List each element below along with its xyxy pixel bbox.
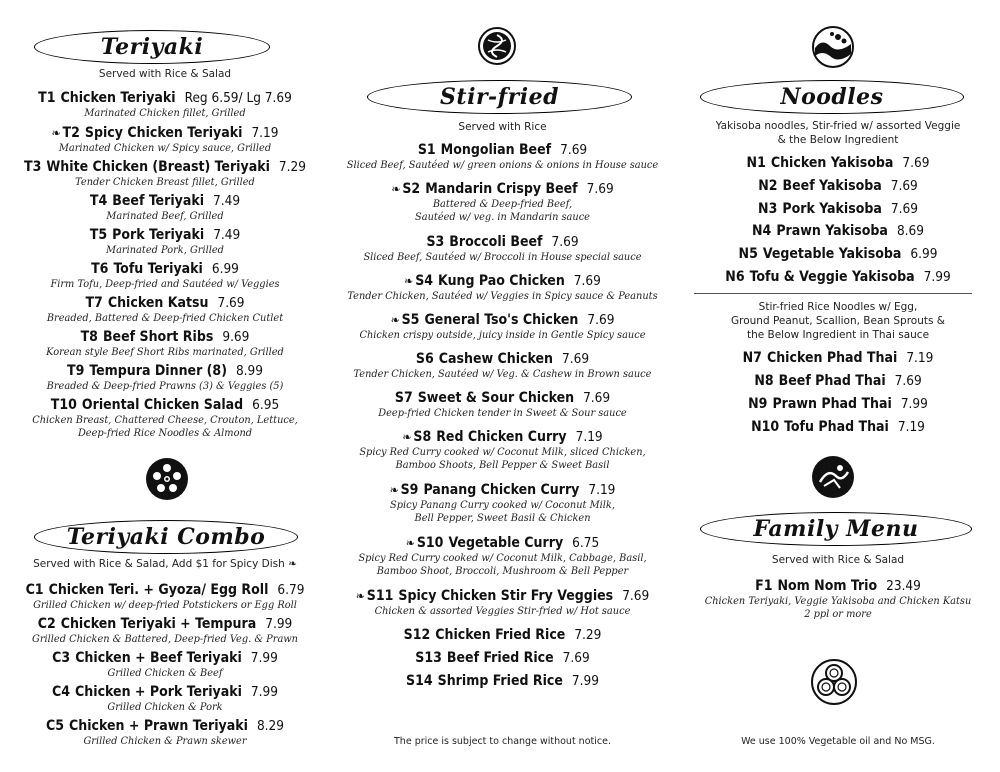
item-name: Red Chicken Curry bbox=[436, 429, 567, 445]
chili-pepper-icon: ❧ bbox=[390, 313, 400, 327]
menu-item-n2 bbox=[676, 177, 1000, 195]
item-name: Chicken + Prawn Teriyaki bbox=[69, 718, 248, 734]
item-price: 7.69 bbox=[622, 588, 650, 604]
menu-item-title bbox=[335, 272, 670, 290]
menu-item-t2 bbox=[0, 124, 330, 155]
menu-item-t4 bbox=[0, 192, 330, 223]
menu-item-title bbox=[0, 683, 330, 701]
item-price: 7.69 bbox=[217, 295, 245, 311]
item-code: T8 bbox=[80, 329, 98, 345]
item-name: Mongolian Beef bbox=[440, 142, 552, 158]
menu-item-s14 bbox=[335, 672, 670, 690]
item-code: S11 bbox=[366, 588, 394, 604]
item-code: S4 bbox=[415, 273, 434, 289]
noodles-subtitle-1: Yakisoba noodles, Stir-fried w/ assorted Veggie bbox=[715, 120, 961, 132]
item-name: Tempura Dinner (8) bbox=[89, 363, 227, 379]
item-price: 7.69 bbox=[890, 178, 918, 194]
item-name: Tofu Teriyaki bbox=[113, 261, 203, 277]
menu-item-s2 bbox=[335, 180, 670, 224]
item-description: Tender Chicken, Sautéed w/ Veg. & Cashew in Brown sauce bbox=[353, 369, 652, 380]
item-code: T7 bbox=[85, 295, 103, 311]
item-code: T10 bbox=[50, 397, 77, 413]
item-name: Chicken Teriyaki bbox=[60, 90, 176, 106]
item-description: Korean style Beef Short Ribs marinated, Grilled bbox=[46, 347, 284, 358]
item-code: T6 bbox=[91, 261, 109, 277]
item-name: Pork Teriyaki bbox=[112, 227, 205, 243]
item-description: Sliced Beef, Sautéed w/ green onions & onions in House sauce bbox=[346, 160, 659, 171]
item-description: Breaded & Deep-fried Prawns (3) & Veggies (5) bbox=[46, 381, 284, 392]
column-left bbox=[0, 0, 330, 772]
item-name: Beef Fried Rice bbox=[446, 650, 554, 666]
item-name: Beef Teriyaki bbox=[112, 193, 205, 209]
item-price: 8.99 bbox=[235, 363, 263, 379]
item-price: 7.69 bbox=[894, 373, 922, 389]
menu-item-c3 bbox=[0, 649, 330, 680]
vegetable-oil-notice: We use 100% Vegetable oil and No MSG. bbox=[741, 736, 935, 747]
item-description: Grilled Chicken & Prawn skewer bbox=[83, 736, 247, 747]
menu-item-c4 bbox=[0, 683, 330, 714]
menu-item-title bbox=[335, 587, 670, 605]
item-code: S13 bbox=[415, 650, 442, 666]
item-price: 9.69 bbox=[222, 329, 250, 345]
item-description: Grilled Chicken w/ deep-fried Potstickers or Egg Roll bbox=[33, 600, 297, 611]
menu-item-s7 bbox=[335, 389, 670, 420]
item-description: Grilled Chicken & Beef bbox=[107, 668, 223, 679]
item-name: Prawn Phad Thai bbox=[772, 396, 892, 412]
chili-pepper-icon: ❧ bbox=[402, 430, 412, 444]
stirfried-title: Stir-fried bbox=[440, 84, 559, 110]
combo-title: Teriyaki Combo bbox=[66, 524, 266, 550]
menu-item-title bbox=[0, 396, 330, 414]
item-price: 7.99 bbox=[265, 616, 293, 632]
item-price: Reg 6.59/ Lg 7.69 bbox=[184, 90, 292, 106]
menu-item-title bbox=[0, 226, 330, 244]
menu-item-s12 bbox=[335, 626, 670, 644]
family-title: Family Menu bbox=[753, 516, 919, 542]
item-code: N5 bbox=[738, 246, 758, 262]
item-name: Cashew Chicken bbox=[438, 351, 554, 367]
item-price: 7.29 bbox=[574, 627, 602, 643]
item-price: 7.99 bbox=[923, 269, 951, 285]
item-price: 7.69 bbox=[586, 181, 614, 197]
item-name: Pork Yakisoba bbox=[782, 201, 882, 217]
menu-item-c5 bbox=[0, 717, 330, 748]
item-code: N4 bbox=[752, 223, 772, 239]
menu-item-title bbox=[0, 362, 330, 380]
menu-item-t8 bbox=[0, 328, 330, 359]
menu-item-title bbox=[335, 389, 670, 407]
item-code: T5 bbox=[89, 227, 108, 243]
item-code: S10 bbox=[416, 535, 444, 551]
item-description: Chicken Breast, Chattered Cheese, Crouton, Lettuce, bbox=[32, 415, 298, 426]
menu-item-s4 bbox=[335, 272, 670, 303]
item-name: General Tso's Chicken bbox=[424, 312, 579, 328]
item-code: C2 bbox=[37, 616, 56, 632]
item-price: 8.69 bbox=[896, 223, 924, 239]
item-code: T2 bbox=[62, 125, 80, 141]
item-name: Vegetable Yakisoba bbox=[762, 246, 902, 262]
family-header bbox=[700, 512, 972, 546]
menu-item-title bbox=[0, 260, 330, 278]
item-name: Chicken Phad Thai bbox=[766, 350, 898, 366]
menu-item-t1 bbox=[0, 89, 330, 120]
item-price: 7.19 bbox=[897, 419, 925, 435]
menu-item-title bbox=[335, 350, 670, 368]
item-code: N9 bbox=[748, 396, 768, 412]
item-code: C4 bbox=[52, 684, 71, 700]
item-price: 7.69 bbox=[583, 390, 611, 406]
item-description: Deep-fried Chicken tender in Sweet & Sour sauce bbox=[378, 408, 627, 419]
item-price: 7.69 bbox=[890, 201, 918, 217]
item-description: Marinated Pork, Grilled bbox=[106, 245, 224, 256]
chili-pepper-icon: ❧ bbox=[391, 182, 401, 196]
menu-item-n7 bbox=[676, 349, 1000, 367]
item-code: N1 bbox=[746, 155, 766, 171]
menu-item-s3 bbox=[335, 233, 670, 264]
item-code: N8 bbox=[754, 373, 774, 389]
menu-item-s10 bbox=[335, 534, 670, 578]
teriyaki-title: Teriyaki bbox=[100, 34, 204, 60]
item-price: 7.19 bbox=[575, 429, 603, 445]
item-price: 7.69 bbox=[560, 142, 588, 158]
menu-item-s8 bbox=[335, 428, 670, 472]
phadthai-subtitle-1: Stir-fried Rice Noodles w/ Egg, bbox=[758, 301, 918, 313]
item-price: 7.69 bbox=[587, 312, 615, 328]
item-code: C3 bbox=[52, 650, 71, 666]
item-code: C1 bbox=[25, 582, 44, 598]
menu-item-c1 bbox=[0, 581, 330, 612]
item-description: Bell Pepper, Sweet Basil & Chicken bbox=[414, 513, 591, 524]
menu-item-title bbox=[676, 268, 1000, 286]
menu-item-title bbox=[0, 158, 330, 176]
chili-pepper-icon: ❧ bbox=[51, 126, 61, 140]
menu-item-title bbox=[335, 180, 670, 198]
item-description: Marinated Beef, Grilled bbox=[106, 211, 224, 222]
chili-pepper-icon: ❧ bbox=[355, 589, 365, 603]
menu-item-n5 bbox=[676, 245, 1000, 263]
item-description: Grilled Chicken & Battered, Deep-fried Veg. & Prawn bbox=[32, 634, 298, 645]
stirfried-subtitle: Served with Rice bbox=[458, 121, 547, 133]
chili-pepper-icon: ❧ bbox=[405, 536, 415, 550]
menu-item-n3 bbox=[676, 200, 1000, 218]
menu-item-s5 bbox=[335, 311, 670, 342]
item-description: Grilled Chicken & Pork bbox=[107, 702, 223, 713]
item-description: Firm Tofu, Deep-fried and Sautéed w/ Veggies bbox=[50, 279, 280, 290]
menu-item-n9 bbox=[676, 395, 1000, 413]
item-code: S5 bbox=[401, 312, 420, 328]
combo-subtitle bbox=[0, 557, 330, 571]
item-price: 7.99 bbox=[250, 650, 278, 666]
item-price: 7.29 bbox=[278, 159, 306, 175]
item-name: Tofu Phad Thai bbox=[784, 419, 889, 435]
menu-item-title bbox=[676, 349, 1000, 367]
item-name: Sweet & Sour Chicken bbox=[417, 390, 575, 406]
item-description: Marinated Chicken fillet, Grilled bbox=[84, 108, 246, 119]
menu-item-n4 bbox=[676, 222, 1000, 240]
item-name: Chicken Yakisoba bbox=[770, 155, 894, 171]
column-middle bbox=[335, 0, 670, 772]
menu-item-n6 bbox=[676, 268, 1000, 286]
item-description: Marinated Chicken w/ Spicy sauce, Grilled bbox=[58, 143, 272, 154]
menu-item-title bbox=[676, 418, 1000, 436]
menu-item-s1 bbox=[335, 141, 670, 172]
item-description: Spicy Red Curry cooked w/ Coconut Milk, sliced Chicken, bbox=[359, 447, 646, 458]
item-name: Chicken Katsu bbox=[107, 295, 209, 311]
menu-item-title bbox=[335, 311, 670, 329]
item-price: 7.19 bbox=[906, 350, 934, 366]
item-name: Tofu & Veggie Yakisoba bbox=[749, 269, 915, 285]
item-price: 7.19 bbox=[588, 482, 616, 498]
menu-item-s9 bbox=[335, 481, 670, 525]
item-code: N10 bbox=[751, 419, 780, 435]
menu-item-title bbox=[676, 577, 1000, 595]
item-name: Oriental Chicken Salad bbox=[81, 397, 244, 413]
chili-pepper-icon: ❧ bbox=[288, 558, 297, 570]
menu-item-title bbox=[0, 649, 330, 667]
item-price: 7.99 bbox=[250, 684, 278, 700]
phadthai-subtitle-3: the Below Ingredient in Thai sauce bbox=[746, 329, 930, 341]
item-code: S1 bbox=[417, 142, 436, 158]
menu-item-n10 bbox=[676, 418, 1000, 436]
item-name: Vegetable Curry bbox=[448, 535, 564, 551]
item-code: T9 bbox=[66, 363, 85, 379]
menu-item-t3 bbox=[0, 158, 330, 189]
family-subtitle: Served with Rice & Salad bbox=[771, 554, 905, 566]
menu-item-t7 bbox=[0, 294, 330, 325]
menu-item-title bbox=[335, 626, 670, 644]
item-name: Kung Pao Chicken bbox=[438, 273, 565, 289]
item-description: Bamboo Shoots, Bell Pepper & Sweet Basil bbox=[395, 460, 610, 471]
item-price: 7.49 bbox=[213, 227, 241, 243]
item-description: Tender Chicken Breast fillet, Grilled bbox=[75, 177, 255, 188]
menu-item-title bbox=[676, 154, 1000, 172]
item-code: N2 bbox=[758, 178, 778, 194]
item-price: 7.69 bbox=[573, 273, 601, 289]
triple-circle-emblem-icon bbox=[810, 658, 858, 706]
item-name: Chicken Fried Rice bbox=[435, 627, 566, 643]
menu-item-n8 bbox=[676, 372, 1000, 390]
item-price: 7.69 bbox=[551, 234, 579, 250]
menu-item-title bbox=[0, 581, 330, 599]
item-description: Tender Chicken, Sautéed w/ Veggies in Spicy sauce & Peanuts bbox=[347, 291, 658, 302]
menu-item-title bbox=[335, 481, 670, 499]
item-name: Chicken Teri. + Gyoza/ Egg Roll bbox=[48, 582, 269, 598]
menu-item-title bbox=[676, 177, 1000, 195]
item-code: T3 bbox=[24, 159, 42, 175]
menu-item-n1 bbox=[676, 154, 1000, 172]
item-name: Broccoli Beef bbox=[449, 234, 543, 250]
item-name: Mandarin Crispy Beef bbox=[425, 181, 578, 197]
item-name: Beef Yakisoba bbox=[782, 178, 882, 194]
item-price: 7.19 bbox=[251, 125, 279, 141]
menu-item-title bbox=[0, 615, 330, 633]
noodles-title: Noodles bbox=[780, 84, 884, 110]
noodles-subtitle-2: & the Below Ingredient bbox=[777, 134, 899, 146]
menu-item-title bbox=[335, 233, 670, 251]
item-description: Chicken crispy outside, juicy inside in Gentle Spicy sauce bbox=[359, 330, 646, 341]
item-price: 7.69 bbox=[562, 650, 590, 666]
column-right bbox=[676, 0, 1000, 772]
item-code: S6 bbox=[415, 351, 434, 367]
item-name: White Chicken (Breast) Teriyaki bbox=[46, 159, 270, 175]
item-description: Deep-fried Rice Noodles & Almond bbox=[77, 428, 253, 439]
swirl-emblem-icon bbox=[477, 26, 517, 66]
price-notice: The price is subject to change without notice. bbox=[394, 736, 611, 747]
item-name: Spicy Chicken Stir Fry Veggies bbox=[398, 588, 614, 604]
item-name: Chicken Teriyaki + Tempura bbox=[60, 616, 257, 632]
item-price: 6.75 bbox=[572, 535, 600, 551]
item-code: S12 bbox=[403, 627, 431, 643]
noodles-header bbox=[700, 80, 964, 114]
menu-item-title bbox=[335, 428, 670, 446]
item-description: Battered & Deep-fried Beef, bbox=[432, 199, 573, 210]
item-name: Spicy Chicken Teriyaki bbox=[84, 125, 243, 141]
item-description: Sautéed w/ veg. in Mandarin sauce bbox=[415, 212, 590, 223]
noodles-divider bbox=[694, 293, 972, 294]
phadthai-subtitle-2: Ground Peanut, Scallion, Bean Sprouts & bbox=[731, 315, 945, 327]
item-code: S9 bbox=[400, 482, 419, 498]
menu-item-title bbox=[0, 192, 330, 210]
item-description: Spicy Red Curry cooked w/ Coconut Milk, Cabbage, Basil, bbox=[358, 553, 647, 564]
flower-emblem-icon bbox=[144, 456, 190, 502]
menu-item-s13 bbox=[335, 649, 670, 667]
menu-item-f1 bbox=[676, 577, 1000, 621]
menu-item-c2 bbox=[0, 615, 330, 646]
item-code: S7 bbox=[394, 390, 413, 406]
item-price: 7.99 bbox=[571, 673, 599, 689]
menu-item-title bbox=[0, 717, 330, 735]
menu-item-t9 bbox=[0, 362, 330, 393]
item-price: 7.49 bbox=[213, 193, 241, 209]
item-description: Chicken Teriyaki, Veggie Yakisoba and Chicken Katsu bbox=[704, 596, 972, 607]
item-name: Prawn Yakisoba bbox=[776, 223, 888, 239]
item-price: 8.29 bbox=[256, 718, 284, 734]
menu-item-title bbox=[0, 124, 330, 142]
item-code: N3 bbox=[758, 201, 778, 217]
menu-item-title bbox=[676, 245, 1000, 263]
item-description: 2 ppl or more bbox=[804, 609, 872, 620]
item-code: S14 bbox=[406, 673, 433, 689]
item-name: Nom Nom Trio bbox=[777, 578, 878, 594]
item-price: 7.69 bbox=[562, 351, 590, 367]
menu-item-t10 bbox=[0, 396, 330, 440]
item-code: S8 bbox=[413, 429, 432, 445]
menu-item-t5 bbox=[0, 226, 330, 257]
item-code: T4 bbox=[89, 193, 108, 209]
menu-item-t6 bbox=[0, 260, 330, 291]
combo-subtitle-text: Served with Rice & Salad, Add $1 for Spicy Dish bbox=[33, 558, 285, 570]
item-price: 6.79 bbox=[277, 582, 305, 598]
crane-emblem-icon bbox=[810, 454, 856, 500]
item-description: Sliced Beef, Sautéed w/ Broccoli in House special sauce bbox=[363, 252, 642, 263]
chili-pepper-icon: ❧ bbox=[404, 274, 414, 288]
menu-item-title bbox=[335, 141, 670, 159]
combo-header bbox=[34, 520, 298, 554]
menu-item-title bbox=[0, 294, 330, 312]
stirfried-header bbox=[367, 80, 632, 114]
item-name: Panang Chicken Curry bbox=[423, 482, 580, 498]
item-name: Chicken + Beef Teriyaki bbox=[75, 650, 242, 666]
item-code: T1 bbox=[38, 90, 56, 106]
menu-item-title bbox=[335, 534, 670, 552]
item-name: Beef Short Ribs bbox=[102, 329, 214, 345]
item-price: 6.99 bbox=[211, 261, 239, 277]
menu-item-title bbox=[676, 200, 1000, 218]
item-code: S3 bbox=[426, 234, 445, 250]
item-description: Breaded, Battered & Deep-fried Chicken Cutlet bbox=[46, 313, 284, 324]
item-description: Spicy Panang Curry cooked w/ Coconut Milk, bbox=[390, 500, 615, 511]
item-name: Beef Phad Thai bbox=[778, 373, 886, 389]
menu-item-s11 bbox=[335, 587, 670, 618]
item-code: F1 bbox=[755, 578, 773, 594]
menu-item-title bbox=[335, 649, 670, 667]
item-price: 7.69 bbox=[902, 155, 930, 171]
menu-item-title bbox=[676, 222, 1000, 240]
item-code: S2 bbox=[402, 181, 421, 197]
menu-item-title bbox=[335, 672, 670, 690]
item-description: Chicken & assorted Veggies Stir-fried w/ Hot sauce bbox=[374, 606, 631, 617]
item-code: N6 bbox=[725, 269, 745, 285]
item-price: 23.49 bbox=[886, 578, 921, 594]
item-description: Bamboo Shoot, Broccoli, Mushroom & Bell Pepper bbox=[376, 566, 629, 577]
item-name: Chicken + Pork Teriyaki bbox=[75, 684, 242, 700]
menu-item-title bbox=[0, 89, 330, 107]
teriyaki-header bbox=[34, 30, 270, 64]
wave-emblem-icon bbox=[810, 24, 856, 70]
item-price: 7.99 bbox=[900, 396, 928, 412]
item-code: C5 bbox=[45, 718, 64, 734]
item-name: Shrimp Fried Rice bbox=[437, 673, 563, 689]
menu-item-title bbox=[676, 372, 1000, 390]
chili-pepper-icon: ❧ bbox=[389, 483, 399, 497]
item-price: 6.95 bbox=[252, 397, 280, 413]
item-price: 6.99 bbox=[910, 246, 938, 262]
teriyaki-subtitle: Served with Rice & Salad bbox=[98, 68, 232, 80]
menu-item-s6 bbox=[335, 350, 670, 381]
item-code: N7 bbox=[742, 350, 762, 366]
menu-item-title bbox=[676, 395, 1000, 413]
menu-item-title bbox=[0, 328, 330, 346]
